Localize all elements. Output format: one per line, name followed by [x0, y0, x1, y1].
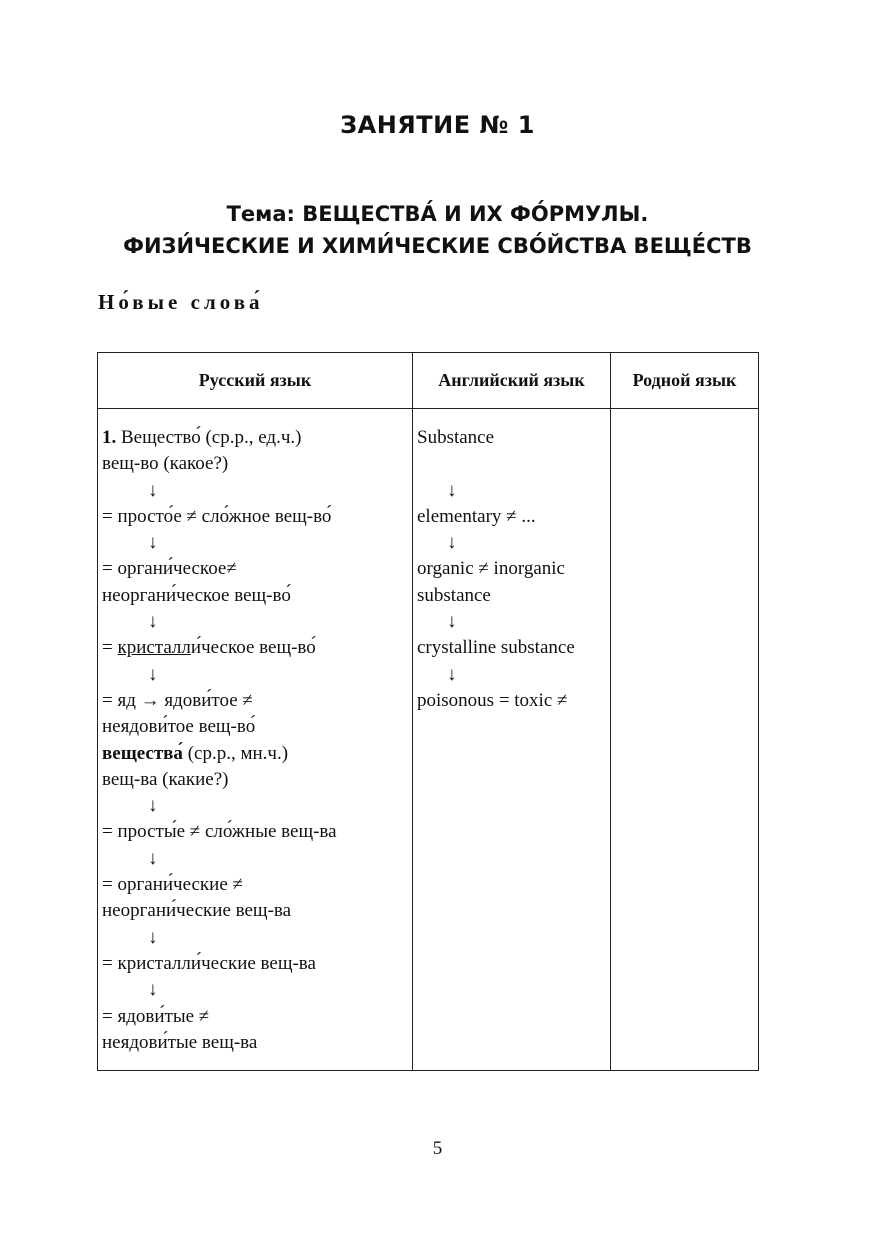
vocab-text: вещ-во (какое?) [102, 453, 229, 475]
native-column [611, 409, 759, 1071]
vocab-text: неоргани́ческие вещ-ва [102, 900, 292, 922]
vocab-text: и́ческое вещ-во́ [190, 637, 316, 659]
vocab-line [102, 714, 412, 740]
vocab-text: Substance [417, 427, 495, 448]
vocab-line [102, 1030, 412, 1056]
down-arrow: ↓ [148, 847, 158, 869]
down-arrow: ↓ [148, 611, 158, 633]
vocab-text: = просто́е ≠ сло́жное вещ-во́ [102, 505, 332, 527]
vocab-line [417, 425, 610, 451]
topic-heading [60, 198, 815, 262]
vocab-text: = кристалли́ческие вещ-ва [102, 952, 316, 974]
topic-line-2: ФИЗИ́ЧЕСКИЕ И ХИМИ́ЧЕСКИЕ СВО́ЙСТВА ВЕЩЕ́СТВ [123, 234, 752, 258]
vocab-text: elementary ≠ ... [417, 505, 536, 527]
vocab-line [102, 635, 412, 661]
vocab-line [102, 951, 412, 977]
table-row [98, 409, 759, 1071]
vocab-text: = органи́ческое≠ [102, 558, 237, 580]
down-arrow: ↓ [148, 979, 158, 1001]
down-arrow: ↓ [148, 663, 158, 685]
vocab-text: = яд → ядови́тое ≠ [102, 689, 253, 711]
vocab-text: вещ-ва (какие?) [102, 768, 229, 790]
vocab-line [102, 872, 412, 898]
vocab-line [417, 688, 610, 714]
lesson-title: ЗАНЯТИЕ № 1 [340, 111, 535, 139]
vocab-text: (ср.р., мн.ч.) [182, 742, 289, 764]
vocab-line [102, 451, 412, 477]
vocab-line [417, 556, 610, 582]
vocab-text: неядови́тые вещ-ва [102, 1031, 258, 1053]
vocab-text: organic ≠ inorganic [417, 558, 565, 580]
header-english: Английский язык [413, 353, 611, 409]
vocab-line [102, 425, 412, 451]
header-russian: Русский язык [98, 353, 413, 409]
vocab-text: = ядови́тые ≠ [102, 1005, 210, 1027]
vocab-text: неоргани́ческое вещ-во́ [102, 584, 291, 606]
vocab-line [417, 504, 610, 530]
vocab-line [102, 819, 412, 845]
vocab-text: crystalline substance [417, 637, 575, 659]
item-number: 1. [102, 427, 117, 448]
vocab-line [102, 1004, 412, 1030]
underlined-root: кристалл [117, 637, 191, 659]
vocab-line [102, 583, 412, 609]
table-header-row [98, 353, 759, 409]
vocab-line [102, 741, 412, 767]
down-arrow: ↓ [148, 532, 158, 554]
down-arrow: ↓ [148, 795, 158, 817]
russian-column [98, 409, 413, 1071]
vocab-line [102, 898, 412, 924]
down-arrow: ↓ [148, 926, 158, 948]
english-column [413, 409, 611, 1071]
vocab-line [417, 635, 610, 661]
vocab-text: Вещество́ (ср.р., ед.ч.) [116, 427, 302, 448]
down-arrow: ↓ [447, 532, 457, 554]
vocab-line [102, 504, 412, 530]
header-native: Родной язык [611, 353, 759, 409]
vocab-line [102, 556, 412, 582]
down-arrow: ↓ [148, 479, 158, 501]
vocab-line [417, 451, 610, 477]
vocab-text: = просты́е ≠ сло́жные вещ-ва [102, 821, 337, 843]
new-words-heading: Но́вые слова́ [98, 290, 264, 314]
down-arrow: ↓ [447, 663, 457, 685]
vocab-text: poisonous = toxic ≠ [417, 689, 568, 711]
vocabulary-table [97, 352, 759, 1071]
topic-line-1: Тема: ВЕЩЕСТВА́ И ИХ ФО́РМУЛЫ. [226, 202, 649, 226]
vocab-text: substance [417, 584, 491, 606]
vocab-prefix: = [102, 637, 118, 659]
vocab-line [102, 767, 412, 793]
vocab-text: = органи́ческие ≠ [102, 874, 243, 896]
down-arrow: ↓ [447, 479, 457, 501]
vocab-text: неядови́тое вещ-во́ [102, 716, 256, 738]
down-arrow: ↓ [447, 611, 457, 633]
vocab-term-bold: вещества́ [102, 742, 183, 764]
vocab-line [102, 688, 412, 714]
page-number: 5 [432, 1138, 443, 1159]
vocab-line [417, 583, 610, 609]
